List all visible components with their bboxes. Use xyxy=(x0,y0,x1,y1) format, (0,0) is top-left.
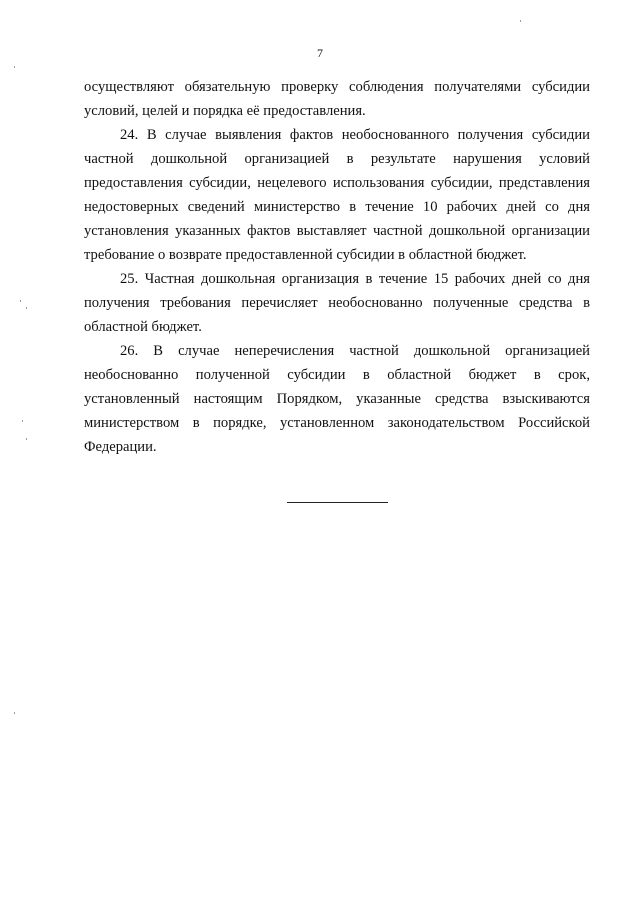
paragraph-continued: осуществляют обязательную проверку соблюдения получателями субсидии условий, целей и порядка её предоставления. xyxy=(84,79,590,119)
scan-speck xyxy=(22,420,23,422)
page-number: 7 xyxy=(317,46,323,60)
document-body xyxy=(84,75,590,459)
scan-speck xyxy=(26,438,27,440)
paragraph-24: 24. В случае выявления фактов необоснованного получения субсидии частной дошкольной организацией в результате нарушения условий предоставления субсидии, нецелевого использования субсидии, представления недостоверных сведений министерство в течение 10 рабочих дней со дня установления указанных фактов выставляет частной дошкольной организации требование о возврате предоставленной субсидии в областной бюджет. xyxy=(84,127,590,263)
paragraph-26: 26. В случае неперечисления частной дошкольной организацией необоснованно полученной субсидии в областной бюджет в срок, установленный настоящим Порядком, указанные средства взыскиваются министерством в порядке, установленном законодательством Российской Федерации. xyxy=(84,343,590,455)
paragraph-25: 25. Частная дошкольная организация в течение 15 рабочих дней со дня получения требования перечисляет необоснованно полученные средства в областной бюджет. xyxy=(84,271,590,335)
scan-speck xyxy=(20,300,21,302)
closing-rule xyxy=(287,502,388,503)
scan-speck xyxy=(14,66,15,68)
scan-speck xyxy=(520,20,521,22)
scan-speck xyxy=(26,307,27,309)
scan-speck xyxy=(14,712,15,714)
